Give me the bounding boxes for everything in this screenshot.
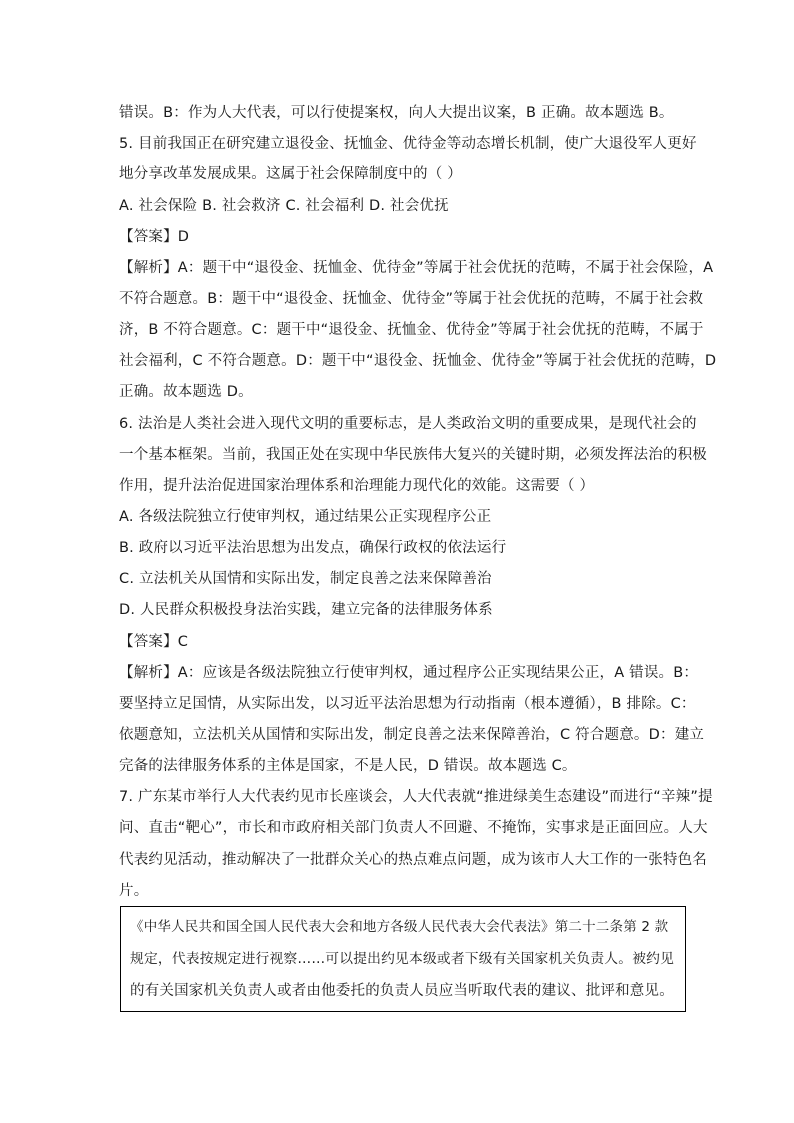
text-line: 要坚持立足国情，从实际出发，以习近平法治思想为行动指南（根本遵循），B 排除。C： — [119, 696, 696, 712]
text-line: 正确。故本题选 D。 — [119, 384, 253, 400]
law-quote-box — [120, 906, 686, 1012]
question-5-analysis: 【解析】A：题干中“退役金、抚恤金、优待金”等属于社会优抚的范畴，不属于社会保险，A — [119, 260, 714, 276]
text-line: 错误。B：作为人大代表，可以行使提案权，向人大提出议案，B 正确。故本题选 B。 — [119, 105, 674, 121]
text-line: 依题意知，立法机关从国情和实际出发，制定良善之法来保障善治，C 符合题意。D：建立 — [119, 727, 705, 743]
text-line: 问、直击“靶心”，市长和市政府相关部门负责人不回避、不掩饰，实事求是正面回应。人大 — [119, 820, 708, 836]
question-6-option-b: B. 政府以习近平法治思想为出发点，确保行政权的依法运行 — [119, 540, 507, 556]
question-5-stem-cont: 地分享改革发展成果。这属于社会保障制度中的（ ） — [119, 166, 462, 182]
question-6-option-d: D. 人民群众积极投身法治实践，建立完备的法律服务体系 — [119, 602, 493, 618]
question-5-answer: 【答案】D — [119, 229, 190, 245]
quote-line: 规定，代表按规定进行视察……可以提出约见本级或者下级有关国家机关负责人。被约见 — [130, 951, 675, 967]
text-line: 不符合题意。B：题干中“退役金、抚恤金、优待金”等属于社会优抚的范畴，不属于社会救 — [119, 291, 704, 307]
question-6-stem: 6. 法治是人类社会进入现代文明的重要标志，是人类政治文明的重要成果，是现代社会的 — [119, 416, 697, 432]
text-line: 完备的法律服务体系的主体是国家，不是人民，D 错误。故本题选 C。 — [119, 758, 577, 774]
quote-line: 《中华人民共和国全国人民代表大会和地方各级人民代表大会代表法》第二十二条第 2 款 — [130, 919, 669, 935]
text-line: 社会福利，C 不符合题意。D：题干中“退役金、抚恤金、优待金”等属于社会优抚的范畴，D — [119, 353, 717, 369]
question-7-stem: 7. 广东某市举行人大代表约见市长座谈会，人大代表就“推进绿美生态建设”而进行“辛辣”提 — [119, 789, 713, 805]
quote-line: 的有关国家机关负责人或者由他委托的负责人员应当听取代表的建议、批评和意见。 — [130, 983, 674, 999]
text-line: 片。 — [119, 883, 149, 899]
question-6-analysis: 【解析】A：应该是各级法院独立行使审判权，通过程序公正实现结果公正，A 错误。B： — [119, 665, 699, 681]
text-line: 作用，提升法治促进国家治理体系和治理能力现代化的效能。这需要（ ） — [119, 478, 595, 494]
text-line: 一个基本框架。当前，我国正处在实现中华民族伟大复兴的关键时期，必须发挥法治的积极 — [119, 447, 707, 463]
text-line: 代表约见活动，推动解决了一批群众关心的热点难点问题，成为该市人大工作的一张特色名 — [119, 852, 707, 868]
question-6-option-a: A. 各级法院独立行使审判权，通过结果公正实现程序公正 — [119, 509, 492, 525]
question-5-options: A. 社会保险 B. 社会救济 C. 社会福利 D. 社会优抚 — [119, 198, 449, 214]
question-6-option-c: C. 立法机关从国情和实际出发，制定良善之法来保障善治 — [119, 571, 492, 587]
text-line: 济，B 不符合题意。C：题干中“退役金、抚恤金、优待金”等属于社会优抚的范畴，不属于 — [119, 322, 704, 338]
question-6-answer: 【答案】C — [119, 634, 189, 650]
question-5-stem: 5. 目前我国正在研究建立退役金、抚恤金、优待金等动态增长机制，使广大退役军人更好 — [119, 136, 697, 152]
